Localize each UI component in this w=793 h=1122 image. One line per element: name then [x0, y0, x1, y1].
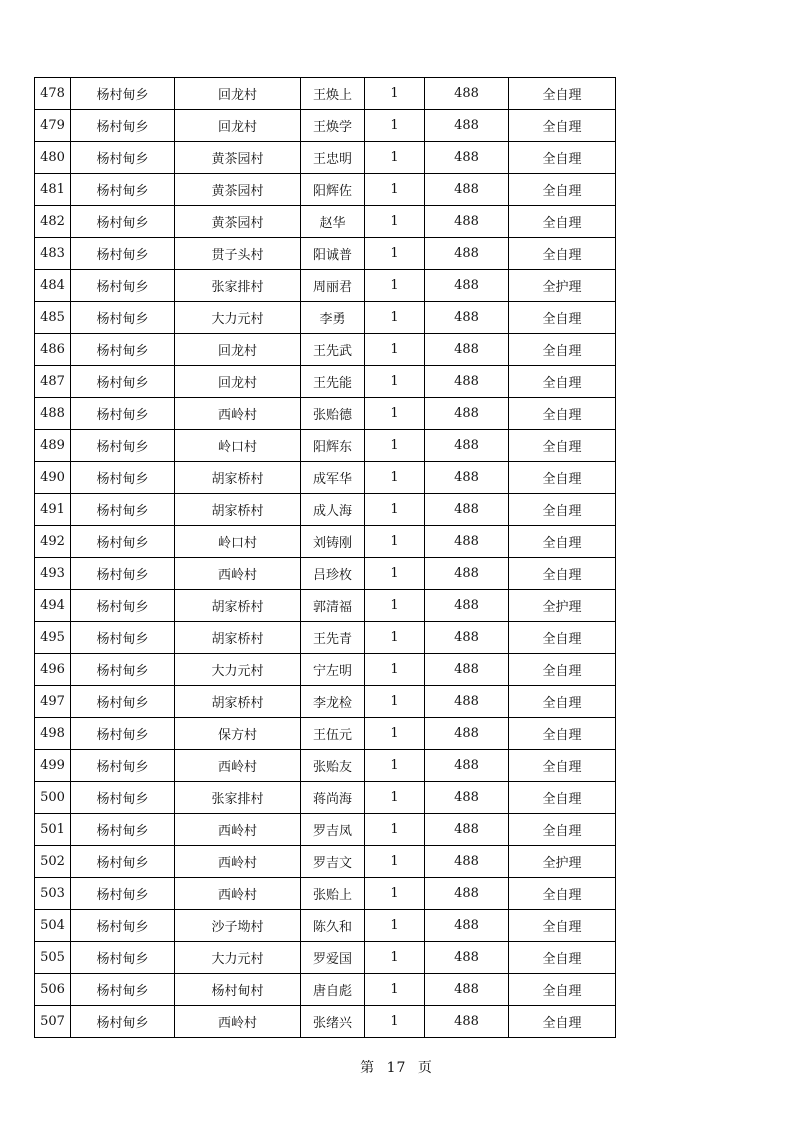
care-type-cell: 全自理 — [509, 398, 616, 430]
data-table — [34, 77, 616, 1038]
page-footer — [0, 1057, 793, 1077]
amount-cell: 488 — [425, 558, 509, 590]
village-cell: 黄茶园村 — [175, 206, 301, 238]
name-cell: 宁左明 — [301, 654, 365, 686]
serial-cell: 486 — [35, 334, 71, 366]
amount-cell: 488 — [425, 590, 509, 622]
count-cell: 1 — [365, 846, 425, 878]
care-type-cell: 全自理 — [509, 718, 616, 750]
name-cell: 张贻德 — [301, 398, 365, 430]
count-cell: 1 — [365, 78, 425, 110]
table-row — [35, 846, 616, 878]
name-cell: 阳诚普 — [301, 238, 365, 270]
count-cell: 1 — [365, 622, 425, 654]
village-cell: 杨村甸村 — [175, 974, 301, 1006]
care-type-cell: 全自理 — [509, 974, 616, 1006]
amount-cell: 488 — [425, 174, 509, 206]
village-cell: 保方村 — [175, 718, 301, 750]
name-cell: 成军华 — [301, 462, 365, 494]
village-cell: 西岭村 — [175, 558, 301, 590]
township-cell: 杨村甸乡 — [71, 398, 175, 430]
amount-cell: 488 — [425, 430, 509, 462]
serial-cell: 499 — [35, 750, 71, 782]
table-row — [35, 142, 616, 174]
name-cell: 王先青 — [301, 622, 365, 654]
township-cell: 杨村甸乡 — [71, 942, 175, 974]
amount-cell: 488 — [425, 846, 509, 878]
township-cell: 杨村甸乡 — [71, 494, 175, 526]
table-row — [35, 366, 616, 398]
township-cell: 杨村甸乡 — [71, 302, 175, 334]
amount-cell: 488 — [425, 494, 509, 526]
count-cell: 1 — [365, 142, 425, 174]
serial-cell: 479 — [35, 110, 71, 142]
serial-cell: 489 — [35, 430, 71, 462]
amount-cell: 488 — [425, 686, 509, 718]
amount-cell: 488 — [425, 782, 509, 814]
serial-cell: 506 — [35, 974, 71, 1006]
serial-cell: 485 — [35, 302, 71, 334]
table-row — [35, 206, 616, 238]
amount-cell: 488 — [425, 1006, 509, 1038]
serial-cell: 492 — [35, 526, 71, 558]
care-type-cell: 全自理 — [509, 622, 616, 654]
table-row — [35, 526, 616, 558]
serial-cell: 498 — [35, 718, 71, 750]
name-cell: 王先武 — [301, 334, 365, 366]
township-cell: 杨村甸乡 — [71, 750, 175, 782]
table-row — [35, 270, 616, 302]
count-cell: 1 — [365, 462, 425, 494]
table-row — [35, 302, 616, 334]
table-row — [35, 622, 616, 654]
care-type-cell: 全自理 — [509, 334, 616, 366]
count-cell: 1 — [365, 206, 425, 238]
count-cell: 1 — [365, 494, 425, 526]
care-type-cell: 全自理 — [509, 686, 616, 718]
count-cell: 1 — [365, 174, 425, 206]
name-cell: 王焕学 — [301, 110, 365, 142]
township-cell: 杨村甸乡 — [71, 974, 175, 1006]
count-cell: 1 — [365, 750, 425, 782]
village-cell: 胡家桥村 — [175, 686, 301, 718]
care-type-cell: 全自理 — [509, 526, 616, 558]
township-cell: 杨村甸乡 — [71, 718, 175, 750]
care-type-cell: 全自理 — [509, 750, 616, 782]
table-row — [35, 814, 616, 846]
amount-cell: 488 — [425, 78, 509, 110]
care-type-cell: 全自理 — [509, 142, 616, 174]
table-row — [35, 430, 616, 462]
table-body — [35, 78, 616, 1038]
count-cell: 1 — [365, 942, 425, 974]
name-cell: 陈久和 — [301, 910, 365, 942]
village-cell: 胡家桥村 — [175, 622, 301, 654]
name-cell: 阳辉佐 — [301, 174, 365, 206]
count-cell: 1 — [365, 430, 425, 462]
name-cell: 王先能 — [301, 366, 365, 398]
serial-cell: 490 — [35, 462, 71, 494]
amount-cell: 488 — [425, 526, 509, 558]
care-type-cell: 全自理 — [509, 78, 616, 110]
table-row — [35, 558, 616, 590]
footer-prefix: 第 — [360, 1060, 376, 1076]
serial-cell: 501 — [35, 814, 71, 846]
township-cell: 杨村甸乡 — [71, 270, 175, 302]
township-cell: 杨村甸乡 — [71, 558, 175, 590]
table-row — [35, 686, 616, 718]
township-cell: 杨村甸乡 — [71, 78, 175, 110]
amount-cell: 488 — [425, 974, 509, 1006]
care-type-cell: 全自理 — [509, 462, 616, 494]
township-cell: 杨村甸乡 — [71, 526, 175, 558]
amount-cell: 488 — [425, 110, 509, 142]
amount-cell: 488 — [425, 398, 509, 430]
amount-cell: 488 — [425, 366, 509, 398]
village-cell: 大力元村 — [175, 654, 301, 686]
count-cell: 1 — [365, 270, 425, 302]
township-cell: 杨村甸乡 — [71, 206, 175, 238]
name-cell: 成人海 — [301, 494, 365, 526]
amount-cell: 488 — [425, 654, 509, 686]
village-cell: 西岭村 — [175, 878, 301, 910]
table-row — [35, 750, 616, 782]
township-cell: 杨村甸乡 — [71, 622, 175, 654]
table-row — [35, 494, 616, 526]
township-cell: 杨村甸乡 — [71, 590, 175, 622]
serial-cell: 497 — [35, 686, 71, 718]
name-cell: 王焕上 — [301, 78, 365, 110]
village-cell: 岭口村 — [175, 526, 301, 558]
name-cell: 李龙检 — [301, 686, 365, 718]
township-cell: 杨村甸乡 — [71, 174, 175, 206]
serial-cell: 481 — [35, 174, 71, 206]
care-type-cell: 全自理 — [509, 878, 616, 910]
table-row — [35, 782, 616, 814]
village-cell: 胡家桥村 — [175, 494, 301, 526]
table-row — [35, 462, 616, 494]
serial-cell: 505 — [35, 942, 71, 974]
amount-cell: 488 — [425, 142, 509, 174]
serial-cell: 482 — [35, 206, 71, 238]
count-cell: 1 — [365, 782, 425, 814]
amount-cell: 488 — [425, 334, 509, 366]
table-row — [35, 110, 616, 142]
amount-cell: 488 — [425, 814, 509, 846]
table-row — [35, 238, 616, 270]
serial-cell: 483 — [35, 238, 71, 270]
name-cell: 郭清福 — [301, 590, 365, 622]
amount-cell: 488 — [425, 942, 509, 974]
amount-cell: 488 — [425, 206, 509, 238]
count-cell: 1 — [365, 526, 425, 558]
amount-cell: 488 — [425, 462, 509, 494]
count-cell: 1 — [365, 878, 425, 910]
village-cell: 回龙村 — [175, 110, 301, 142]
care-type-cell: 全自理 — [509, 1006, 616, 1038]
name-cell: 蒋尚海 — [301, 782, 365, 814]
village-cell: 大力元村 — [175, 942, 301, 974]
count-cell: 1 — [365, 1006, 425, 1038]
count-cell: 1 — [365, 558, 425, 590]
amount-cell: 488 — [425, 878, 509, 910]
care-type-cell: 全自理 — [509, 366, 616, 398]
village-cell: 西岭村 — [175, 398, 301, 430]
care-type-cell: 全自理 — [509, 782, 616, 814]
table-row — [35, 878, 616, 910]
township-cell: 杨村甸乡 — [71, 782, 175, 814]
serial-cell: 500 — [35, 782, 71, 814]
footer-suffix: 页 — [417, 1060, 433, 1076]
village-cell: 岭口村 — [175, 430, 301, 462]
count-cell: 1 — [365, 238, 425, 270]
name-cell: 张绪兴 — [301, 1006, 365, 1038]
township-cell: 杨村甸乡 — [71, 366, 175, 398]
amount-cell: 488 — [425, 718, 509, 750]
serial-cell: 495 — [35, 622, 71, 654]
name-cell: 张贻上 — [301, 878, 365, 910]
count-cell: 1 — [365, 814, 425, 846]
page-number: 17 — [386, 1060, 407, 1076]
village-cell: 黄茶园村 — [175, 142, 301, 174]
serial-cell: 504 — [35, 910, 71, 942]
township-cell: 杨村甸乡 — [71, 814, 175, 846]
care-type-cell: 全自理 — [509, 238, 616, 270]
care-type-cell: 全护理 — [509, 590, 616, 622]
village-cell: 西岭村 — [175, 1006, 301, 1038]
township-cell: 杨村甸乡 — [71, 110, 175, 142]
amount-cell: 488 — [425, 238, 509, 270]
table-row — [35, 718, 616, 750]
village-cell: 胡家桥村 — [175, 462, 301, 494]
table-row — [35, 590, 616, 622]
village-cell: 西岭村 — [175, 750, 301, 782]
count-cell: 1 — [365, 718, 425, 750]
count-cell: 1 — [365, 334, 425, 366]
township-cell: 杨村甸乡 — [71, 142, 175, 174]
serial-cell: 496 — [35, 654, 71, 686]
serial-cell: 480 — [35, 142, 71, 174]
count-cell: 1 — [365, 110, 425, 142]
village-cell: 张家排村 — [175, 782, 301, 814]
count-cell: 1 — [365, 686, 425, 718]
serial-cell: 491 — [35, 494, 71, 526]
township-cell: 杨村甸乡 — [71, 910, 175, 942]
care-type-cell: 全自理 — [509, 174, 616, 206]
count-cell: 1 — [365, 654, 425, 686]
amount-cell: 488 — [425, 302, 509, 334]
count-cell: 1 — [365, 974, 425, 1006]
township-cell: 杨村甸乡 — [71, 686, 175, 718]
table-row — [35, 398, 616, 430]
table-row — [35, 654, 616, 686]
care-type-cell: 全护理 — [509, 270, 616, 302]
care-type-cell: 全自理 — [509, 654, 616, 686]
care-type-cell: 全自理 — [509, 910, 616, 942]
care-type-cell: 全自理 — [509, 814, 616, 846]
name-cell: 罗爱国 — [301, 942, 365, 974]
village-cell: 西岭村 — [175, 846, 301, 878]
township-cell: 杨村甸乡 — [71, 238, 175, 270]
village-cell: 张家排村 — [175, 270, 301, 302]
count-cell: 1 — [365, 302, 425, 334]
township-cell: 杨村甸乡 — [71, 430, 175, 462]
count-cell: 1 — [365, 366, 425, 398]
table-row — [35, 942, 616, 974]
township-cell: 杨村甸乡 — [71, 846, 175, 878]
care-type-cell: 全自理 — [509, 558, 616, 590]
name-cell: 李勇 — [301, 302, 365, 334]
name-cell: 吕珍枚 — [301, 558, 365, 590]
count-cell: 1 — [365, 590, 425, 622]
amount-cell: 488 — [425, 270, 509, 302]
amount-cell: 488 — [425, 622, 509, 654]
table-row — [35, 174, 616, 206]
serial-cell: 507 — [35, 1006, 71, 1038]
care-type-cell: 全自理 — [509, 110, 616, 142]
township-cell: 杨村甸乡 — [71, 878, 175, 910]
serial-cell: 488 — [35, 398, 71, 430]
name-cell: 王忠明 — [301, 142, 365, 174]
care-type-cell: 全自理 — [509, 494, 616, 526]
serial-cell: 478 — [35, 78, 71, 110]
serial-cell: 487 — [35, 366, 71, 398]
table-row — [35, 78, 616, 110]
count-cell: 1 — [365, 910, 425, 942]
name-cell: 王伍元 — [301, 718, 365, 750]
name-cell: 刘铸刚 — [301, 526, 365, 558]
village-cell: 回龙村 — [175, 366, 301, 398]
township-cell: 杨村甸乡 — [71, 462, 175, 494]
village-cell: 胡家桥村 — [175, 590, 301, 622]
amount-cell: 488 — [425, 750, 509, 782]
name-cell: 张贻友 — [301, 750, 365, 782]
name-cell: 赵华 — [301, 206, 365, 238]
care-type-cell: 全自理 — [509, 942, 616, 974]
amount-cell: 488 — [425, 910, 509, 942]
village-cell: 西岭村 — [175, 814, 301, 846]
township-cell: 杨村甸乡 — [71, 1006, 175, 1038]
name-cell: 罗吉凤 — [301, 814, 365, 846]
care-type-cell: 全自理 — [509, 302, 616, 334]
serial-cell: 493 — [35, 558, 71, 590]
village-cell: 回龙村 — [175, 78, 301, 110]
care-type-cell: 全自理 — [509, 206, 616, 238]
count-cell: 1 — [365, 398, 425, 430]
township-cell: 杨村甸乡 — [71, 654, 175, 686]
village-cell: 黄茶园村 — [175, 174, 301, 206]
name-cell: 罗吉文 — [301, 846, 365, 878]
table-row — [35, 910, 616, 942]
serial-cell: 502 — [35, 846, 71, 878]
care-type-cell: 全护理 — [509, 846, 616, 878]
village-cell: 贯子头村 — [175, 238, 301, 270]
village-cell: 回龙村 — [175, 334, 301, 366]
serial-cell: 484 — [35, 270, 71, 302]
table-row — [35, 974, 616, 1006]
name-cell: 周丽君 — [301, 270, 365, 302]
village-cell: 沙子坳村 — [175, 910, 301, 942]
name-cell: 阳辉东 — [301, 430, 365, 462]
village-cell: 大力元村 — [175, 302, 301, 334]
table-row — [35, 334, 616, 366]
serial-cell: 494 — [35, 590, 71, 622]
table-row — [35, 1006, 616, 1038]
serial-cell: 503 — [35, 878, 71, 910]
township-cell: 杨村甸乡 — [71, 334, 175, 366]
care-type-cell: 全自理 — [509, 430, 616, 462]
name-cell: 唐自彪 — [301, 974, 365, 1006]
